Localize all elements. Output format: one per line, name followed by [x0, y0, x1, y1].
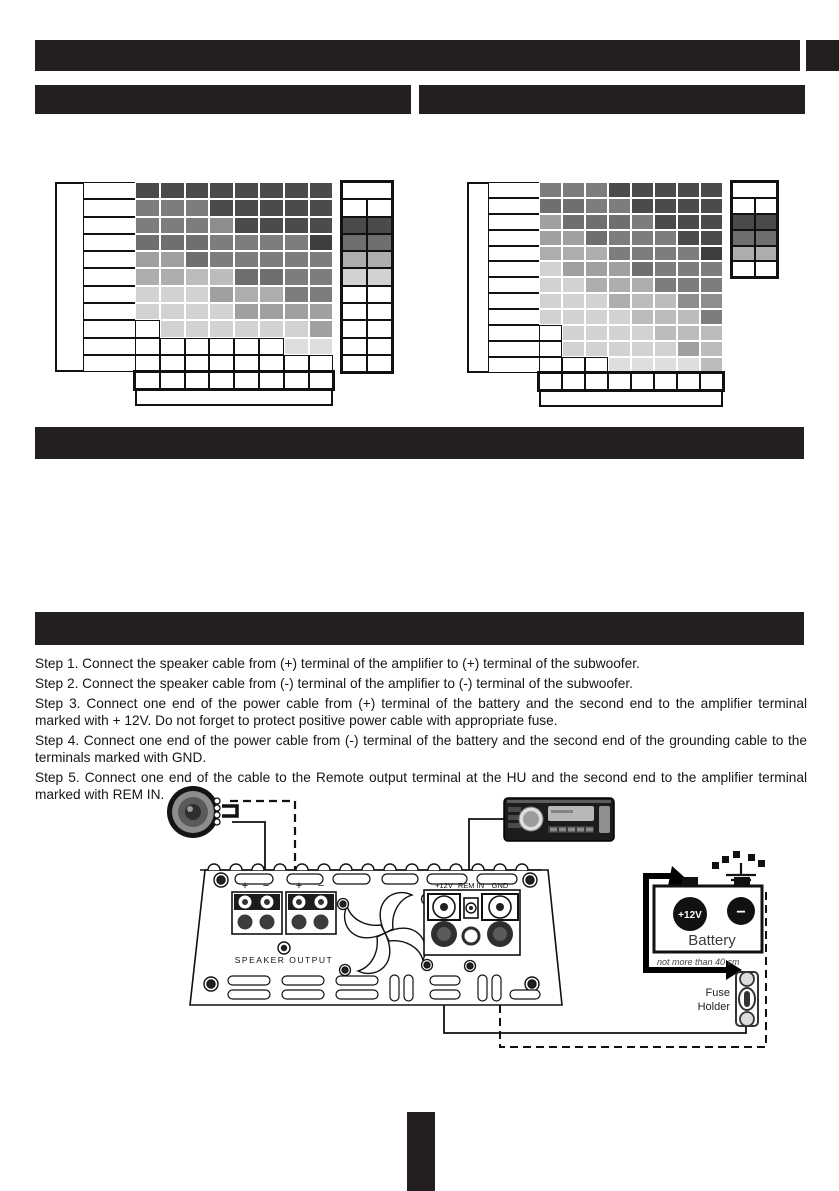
terminal-plus-label: +: [295, 880, 303, 892]
fuse-holder-label-1: Fuse: [705, 987, 730, 999]
step-5: Step 5. Connect one end of the cable to the Remote output terminal at the HU and the second end to the amplifier terminal marked with REM IN.: [35, 769, 807, 803]
battery-plus-label: +12V: [678, 910, 702, 921]
battery-illustration: [654, 877, 762, 967]
speaker-terminal: [214, 805, 220, 811]
ground-symbol-icon: [712, 851, 765, 885]
head-unit-display: [548, 806, 594, 821]
head-unit-eject-button: [599, 806, 610, 833]
head-unit-button: [577, 828, 584, 832]
amplifier-illustration: [190, 864, 562, 1005]
power-terminals: [424, 890, 520, 955]
head-unit-top-edge: [507, 800, 611, 803]
step-4: Step 4. Connect one end of the power cable from (-) terminal of the battery and the second end of the grounding cable to the terminals marked with GND.: [35, 732, 807, 765]
speaker-output-label: SPEAKER OUTPUT: [234, 955, 334, 965]
speaker-terminal: [214, 819, 220, 825]
head-unit-button: [550, 828, 557, 832]
step-1: Step 1. Connect the speaker cable from (+) terminal of the amplifier to (+) terminal of the subwoofer.: [35, 656, 640, 671]
terminal-minus-label: −: [317, 880, 325, 892]
speaker-terminal: [214, 798, 220, 804]
head-unit-button: [508, 823, 521, 828]
fuse-holder-icon: [736, 972, 758, 1026]
battery-minus-label: −: [736, 904, 746, 921]
head-unit-button: [508, 807, 521, 812]
plus12v-label: +12V: [435, 881, 453, 890]
head-unit-knob-center: [523, 811, 539, 827]
fuse-holder-label-2: Holder: [697, 1001, 730, 1013]
head-unit-button: [586, 828, 593, 832]
battery-plus-post: [682, 877, 698, 886]
rem-in-label: REM IN: [457, 881, 485, 890]
distance-note: not more than 40 cm: [657, 957, 740, 967]
head-unit-display-text: [551, 810, 573, 813]
speaker-highlight: [187, 806, 193, 812]
head-unit-button: [559, 828, 566, 832]
battery-label: Battery: [688, 932, 736, 949]
gnd-label: GND: [491, 881, 509, 890]
head-unit-button: [568, 828, 575, 832]
speaker-terminal-bracket: [222, 806, 237, 816]
terminal-minus-label: −: [262, 880, 270, 892]
speaker-dustcap: [185, 804, 201, 820]
head-unit-icon: [504, 798, 614, 841]
amplifier-heatsink-fins: [200, 864, 542, 870]
speaker-terminal: [214, 812, 220, 818]
subwoofer-icon: [167, 786, 237, 838]
step-2: Step 2. Connect the speaker cable from (-) terminal of the amplifier to (-) terminal of the subwoofer.: [35, 675, 633, 691]
terminal-plus-label: +: [241, 880, 249, 892]
page-number-box: [407, 1112, 435, 1191]
step-3: Step 3. Connect one end of the power cable from (+) terminal of the battery and the second end to the amplifier terminal marked with + 12V. Do not forget to protect positive power cable with appropriate fuse.: [35, 695, 807, 728]
